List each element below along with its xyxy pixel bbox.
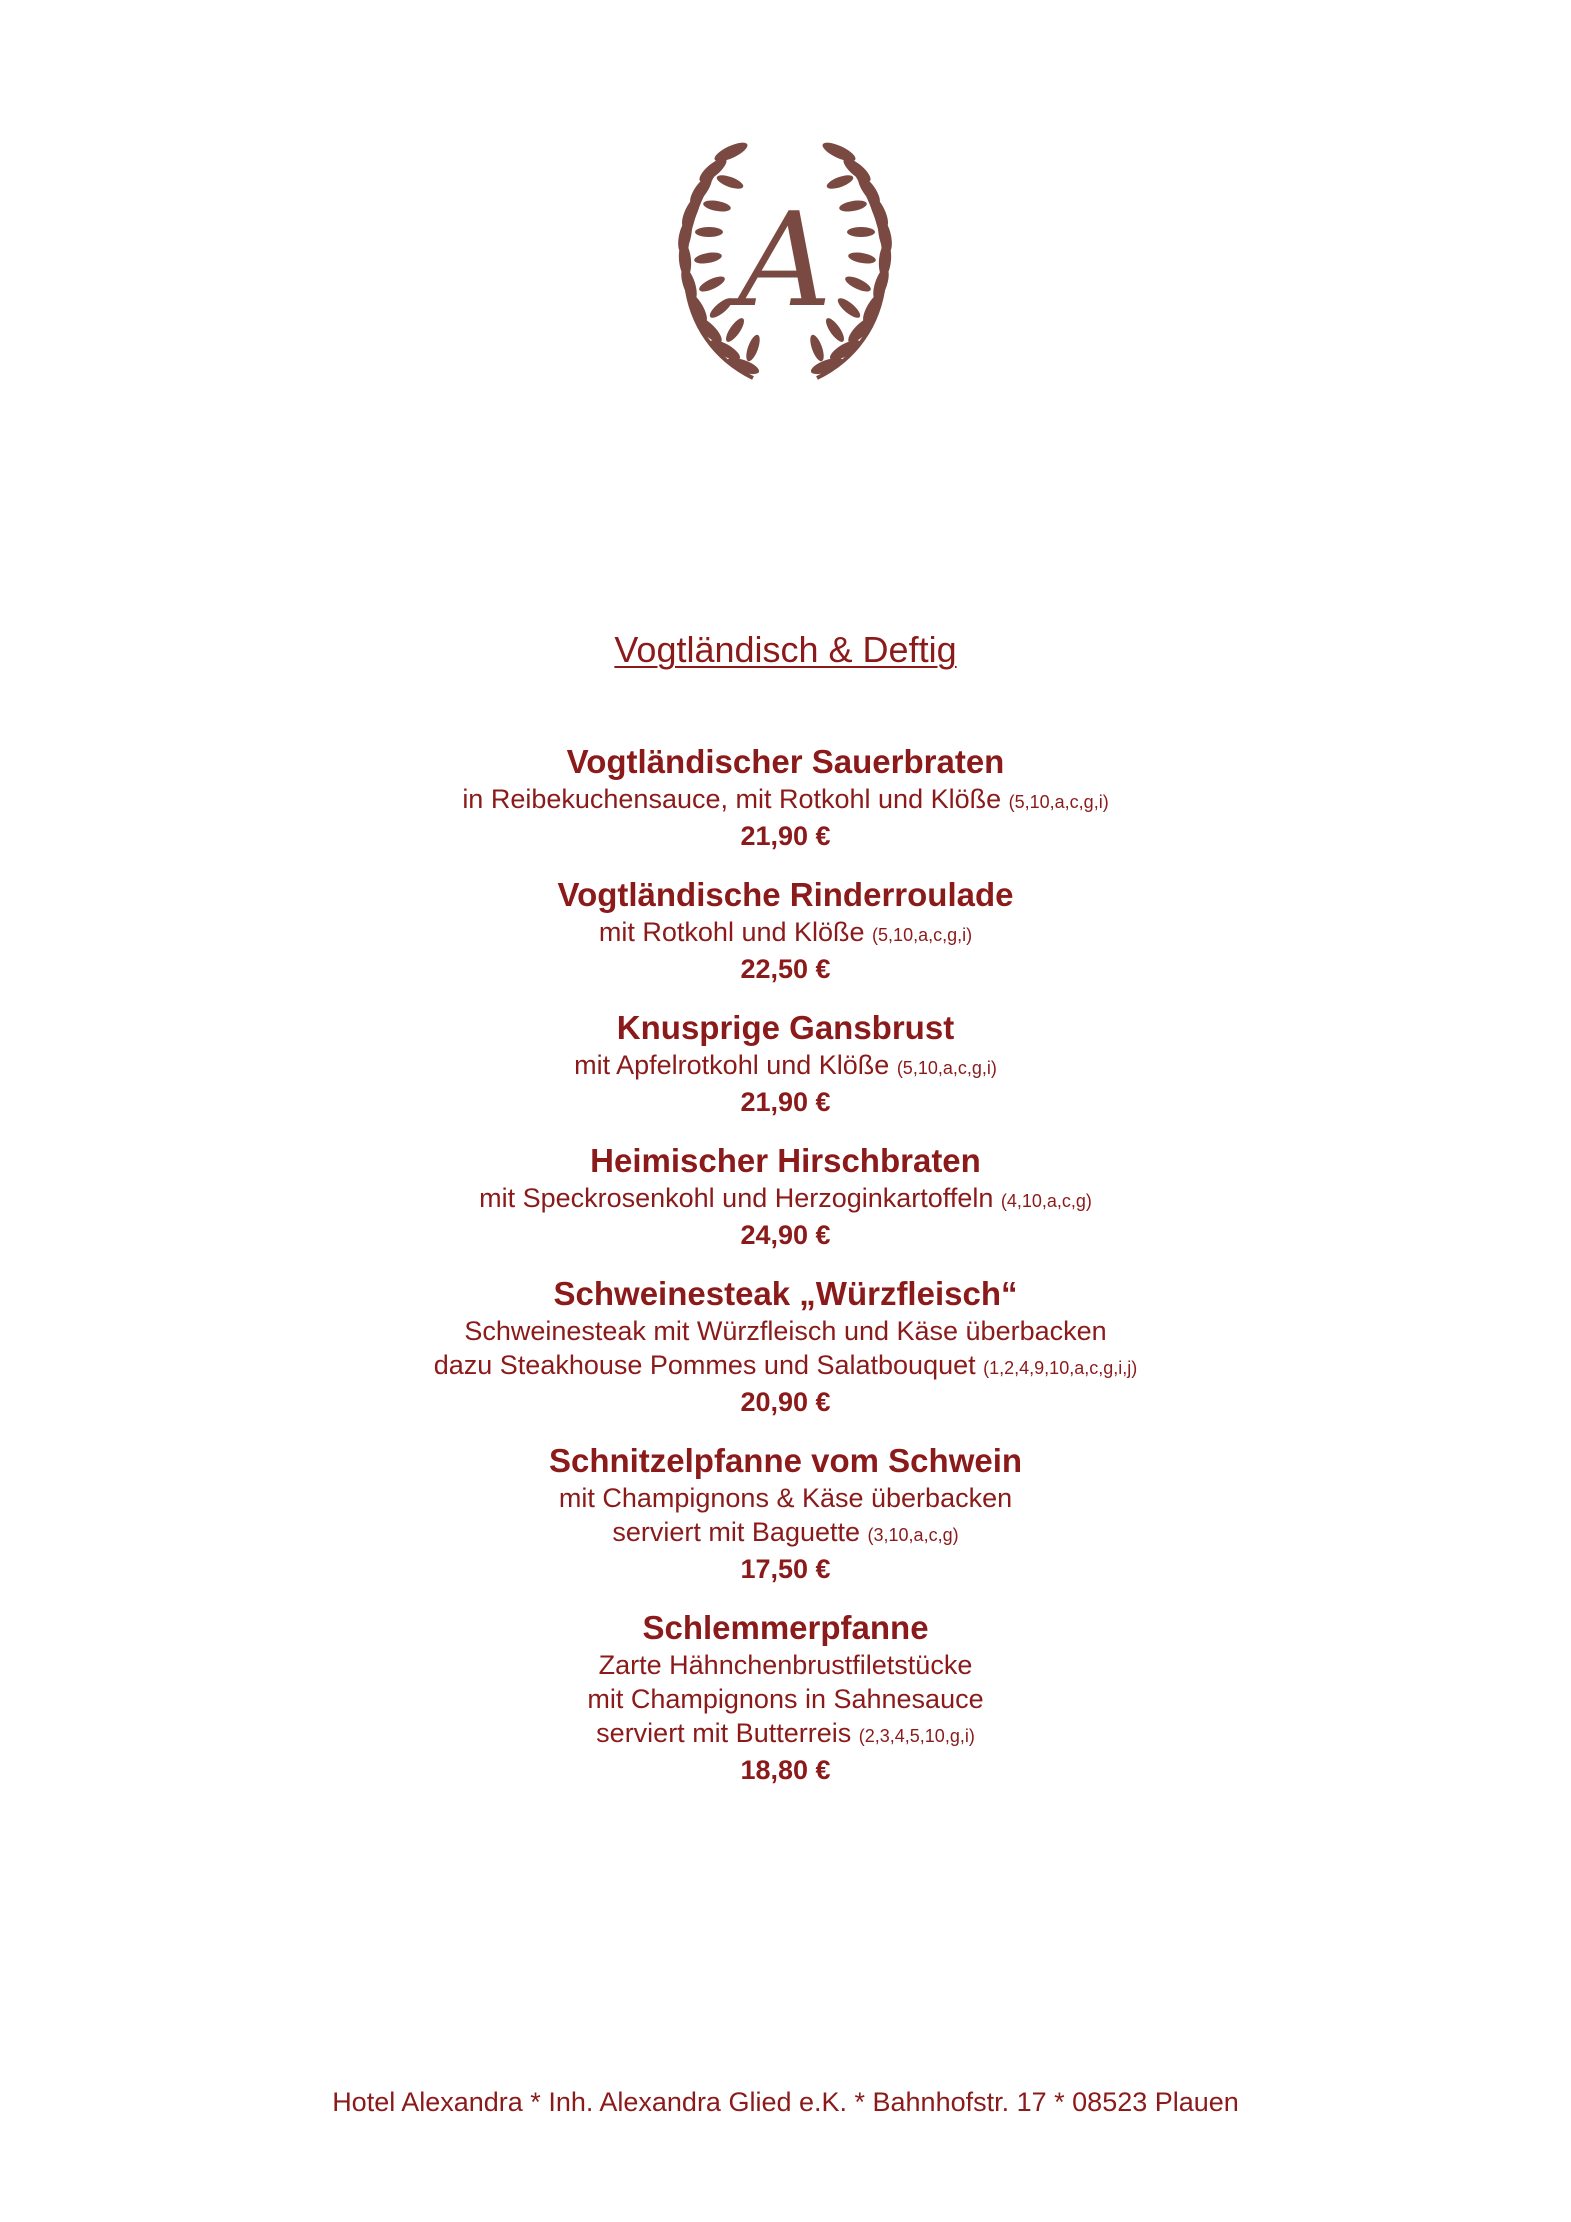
dish-price: 24,90 €: [740, 1220, 831, 1250]
dish-description: [0, 1682, 1571, 1716]
dish-name: Knusprige Gansbrust: [616, 1009, 955, 1046]
dish-description: [0, 1348, 1571, 1385]
menu-item: [0, 1441, 1571, 1586]
dish-description: [0, 782, 1571, 819]
description-text: serviert mit Butterreis: [596, 1718, 852, 1748]
hotel-logo: [635, 130, 935, 400]
allergen-codes: (5,10,a,c,g,i): [1008, 792, 1109, 812]
allergen-codes: (2,3,4,5,10,g,i): [858, 1726, 975, 1746]
description-text: dazu Steakhouse Pommes und Salatbouquet: [433, 1350, 976, 1380]
description-text: mit Speckrosenkohl und Herzoginkartoffeln: [479, 1183, 994, 1213]
footer-address: Hotel Alexandra * Inh. Alexandra Glied e.K. * Bahnhofstr. 17 * 08523 Plauen: [332, 2087, 1239, 2117]
menu-item: [0, 1274, 1571, 1419]
dish-name: Schnitzelpfanne vom Schwein: [548, 1442, 1023, 1479]
dish-description: [0, 1048, 1571, 1085]
description-text: in Reibekuchensauce, mit Rotkohl und Klöße: [462, 784, 1002, 814]
dish-description: [0, 1314, 1571, 1348]
dish-name: Vogtländische Rinderroulade: [557, 876, 1014, 913]
dish-price: 21,90 €: [740, 821, 831, 851]
dish-name: Schlemmerpfanne: [642, 1609, 929, 1646]
dish-name: Vogtländischer Sauerbraten: [566, 743, 1005, 780]
dish-name: Heimischer Hirschbraten: [590, 1142, 981, 1179]
dish-price: 18,80 €: [740, 1755, 831, 1785]
menu-item: [0, 1008, 1571, 1119]
description-text: mit Champignons & Käse überbacken: [558, 1483, 1013, 1513]
dish-name: Schweinesteak „Würzfleisch“: [553, 1275, 1018, 1312]
dish-description: [0, 1648, 1571, 1682]
laurel-wreath-icon: [635, 130, 935, 400]
dish-price: 20,90 €: [740, 1387, 831, 1417]
menu-item: [0, 1608, 1571, 1787]
dish-description: [0, 1716, 1571, 1753]
allergen-codes: (3,10,a,c,g): [867, 1525, 959, 1545]
description-text: serviert mit Baguette: [612, 1517, 861, 1547]
allergen-codes: (5,10,a,c,g,i): [896, 1058, 997, 1078]
description-text: mit Champignons in Sahnesauce: [587, 1684, 984, 1714]
logo-monogram: A: [738, 184, 832, 336]
dish-description: [0, 915, 1571, 952]
menu-item: [0, 742, 1571, 853]
menu-list: [0, 742, 1571, 1809]
dish-description: [0, 1481, 1571, 1515]
allergen-codes: (5,10,a,c,g,i): [872, 925, 973, 945]
dish-price: 17,50 €: [740, 1554, 831, 1584]
description-text: Schweinesteak mit Würzfleisch und Käse überbacken: [464, 1316, 1107, 1346]
dish-description: [0, 1181, 1571, 1218]
menu-item: [0, 875, 1571, 986]
menu-item: [0, 1141, 1571, 1252]
section-title: Vogtländisch & Deftig: [614, 629, 957, 670]
dish-price: 22,50 €: [740, 954, 831, 984]
allergen-codes: (4,10,a,c,g): [1000, 1191, 1092, 1211]
dish-price: 21,90 €: [740, 1087, 831, 1117]
description-text: mit Rotkohl und Klöße: [598, 917, 865, 947]
description-text: Zarte Hähnchenbrustfiletstücke: [598, 1650, 973, 1680]
allergen-codes: (1,2,4,9,10,a,c,g,i,j): [983, 1358, 1138, 1378]
description-text: mit Apfelrotkohl und Klöße: [574, 1050, 890, 1080]
dish-description: [0, 1515, 1571, 1552]
